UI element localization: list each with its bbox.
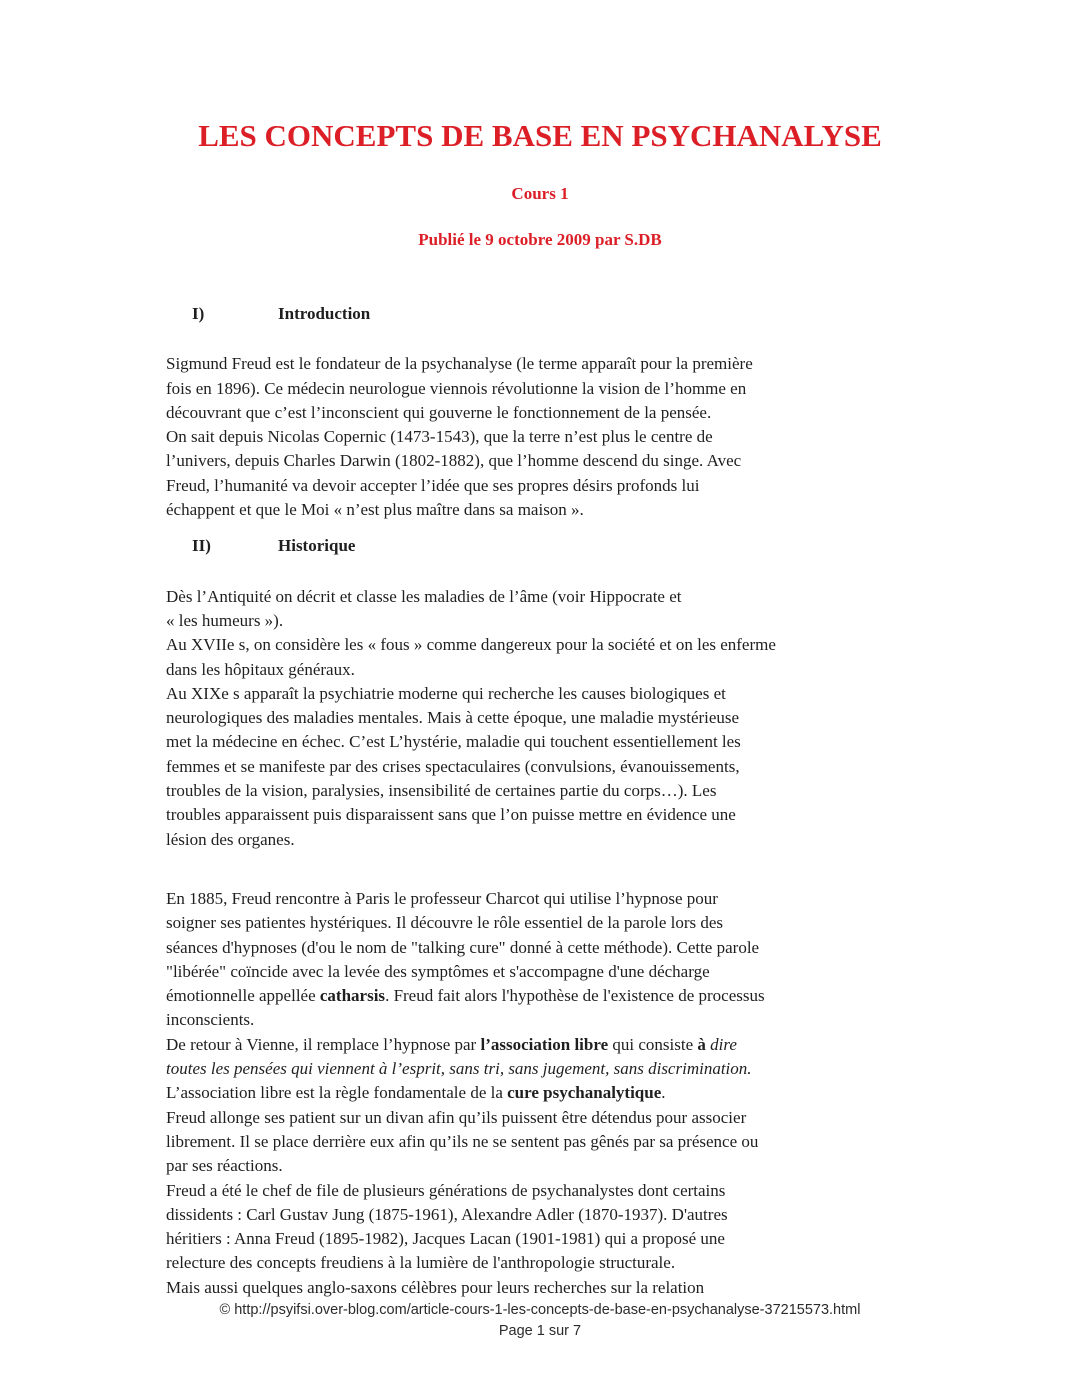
document-content xyxy=(166,302,930,1300)
text-line: "libérée" coïncide avec la levée des symptômes et s'accompagne d'une décharge xyxy=(166,961,710,981)
published-line: Publié le 9 octobre 2009 par S.DB xyxy=(418,230,662,249)
text-line: séances d'hypnoses (d'ou le nom de "talking cure" donné à cette méthode). Cette parole xyxy=(166,937,760,957)
text-line: Au XIXe s apparaît la psychiatrie moderne qui recherche les causes biologiques et xyxy=(166,683,726,703)
text-line: « les humeurs »). xyxy=(166,610,284,630)
page-footer xyxy=(0,1300,1080,1342)
section-heading xyxy=(166,302,930,326)
text-line: L’association libre est la règle fondamentale de la cure psychanalytique. xyxy=(166,1083,666,1103)
text-line: Mais aussi quelques anglo-saxons célèbres pour leurs recherches sur la relation xyxy=(166,1277,705,1297)
text-line: Au XVIIe s, on considère les « fous » comme dangereux pour la société et on les enferme xyxy=(166,635,776,655)
text-line: dissidents : Carl Gustav Jung (1875-1961), Alexandre Adler (1870-1937). D'autres xyxy=(166,1204,728,1224)
text-line: relecture des concepts freudiens à la lumière de l'anthropologie structurale. xyxy=(166,1253,676,1273)
section-heading-label: Historique xyxy=(278,536,356,556)
text-line: femmes et se manifeste par des crises spectaculaires (convulsions, évanouissements, xyxy=(166,756,740,776)
text-line: Sigmund Freud est le fondateur de la psychanalyse (le terme apparaît pour la première xyxy=(166,354,753,374)
text-line: découvrant que c’est l’inconscient qui gouverne le fonctionnement de la pensée. xyxy=(166,402,712,422)
text-line: toutes les pensées qui viennent à l’esprit, sans tri, sans jugement, sans discrimination. xyxy=(166,1059,752,1079)
text-line: En 1885, Freud rencontre à Paris le professeur Charcot qui utilise l’hypnose pour xyxy=(166,888,718,908)
paragraph xyxy=(166,585,930,852)
text-line: troubles apparaissent puis disparaissent sans que l’on puisse mettre en évidence une xyxy=(166,805,736,825)
text-line: échappent et que le Moi « n’est plus maître dans sa maison ». xyxy=(166,500,584,520)
text-line: neurologiques des maladies mentales. Mais à cette époque, une maladie mystérieuse xyxy=(166,708,740,728)
text-line: De retour à Vienne, il remplace l’hypnose par l’association libre qui consiste à dire xyxy=(166,1034,737,1054)
text-line: par ses réactions. xyxy=(166,1156,283,1176)
text-line: soigner ses patientes hystériques. Il découvre le rôle essentiel de la parole lors des xyxy=(166,913,724,933)
text-line: On sait depuis Nicolas Copernic (1473-1543), que la terre n’est plus le centre de xyxy=(166,427,713,447)
text-line: héritiers : Anna Freud (1895-1982), Jacques Lacan (1901-1981) qui a proposé une xyxy=(166,1229,725,1249)
paragraph xyxy=(166,352,930,522)
section-heading xyxy=(166,534,930,558)
text-line: met la médecine en échec. C’est L’hystérie, maladie qui touchent essentiellement les xyxy=(166,732,741,752)
section-numeral: II) xyxy=(192,536,211,556)
text-line: Freud allonge ses patient sur un divan afin qu’ils puissent être détendus pour associer xyxy=(166,1107,747,1127)
paragraph xyxy=(166,887,930,1300)
text-line: librement. Il se place derrière eux afin qu’ils ne se sentent pas gênés par sa présence ou xyxy=(166,1131,759,1151)
text-line: Freud, l’humanité va devoir accepter l’idée que ses propres désirs profonds lui xyxy=(166,475,700,495)
source-url: © http://psyifsi.over-blog.com/article-cours-1-les-concepts-de-base-en-psychanalyse-37215573.html xyxy=(219,1302,861,1318)
text-line: lésion des organes. xyxy=(166,829,295,849)
section-heading-label: Introduction xyxy=(278,304,371,323)
text-line: Freud a été le chef de file de plusieurs générations de psychanalystes dont certains xyxy=(166,1180,726,1200)
text-line: Dès l’Antiquité on décrit et classe les maladies de l’âme (voir Hippocrate et xyxy=(166,586,682,606)
page-number: Page 1 sur 7 xyxy=(498,1323,582,1339)
course-label: Cours 1 xyxy=(511,184,569,203)
text-line: troubles de la vision, paralysies, insensibilité de certaines partie du corps…). Les xyxy=(166,781,717,801)
text-line: fois en 1896). Ce médecin neurologue viennois révolutionne la vision de l’homme en xyxy=(166,378,747,398)
document-title: LES CONCEPTS DE BASE EN PSYCHANALYSE xyxy=(198,118,882,153)
text-line: dans les hôpitaux généraux. xyxy=(166,659,355,679)
text-line: émotionnelle appellée catharsis. Freud fait alors l'hypothèse de l'existence de processus xyxy=(166,986,765,1006)
section-numeral: I) xyxy=(192,304,205,323)
text-line: inconscients. xyxy=(166,1010,255,1030)
text-line: l’univers, depuis Charles Darwin (1802-1882), que l’homme descend du singe. Avec xyxy=(166,451,742,471)
